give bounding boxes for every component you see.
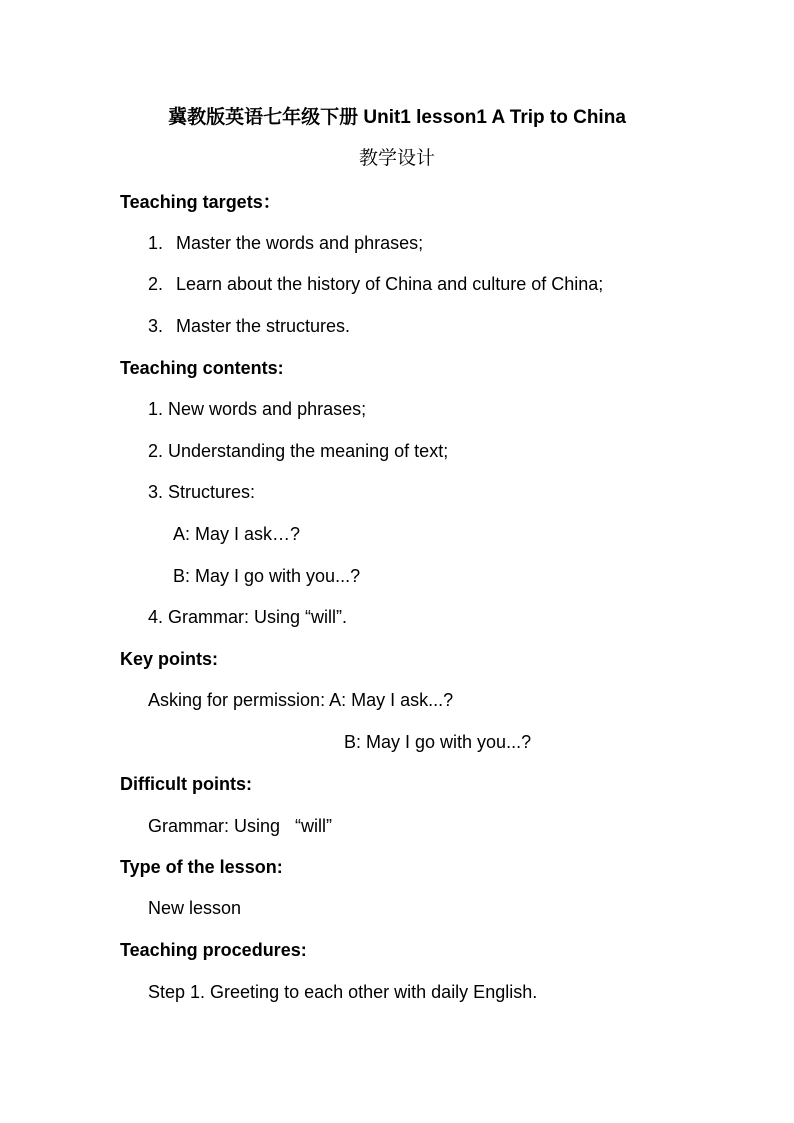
structure-example-a: A: May I ask…? [173, 524, 301, 544]
target-item-2 [148, 273, 603, 295]
key-points-line-2: B: May I go with you...? [344, 732, 532, 752]
target-item-text: Master the structures. [176, 316, 351, 336]
content-item-3: 3. Structures: [148, 482, 256, 502]
document-title: 冀教版英语七年级下册 Unit1 lesson1 A Trip to China [168, 107, 626, 128]
target-item-number: 1. [148, 233, 164, 253]
content-item-1: 1. New words and phrases; [148, 399, 367, 419]
content-item-2: 2. Understanding the meaning of text; [148, 441, 449, 461]
target-item-text: Master the words and phrases; [176, 233, 424, 253]
procedure-step-1: Step 1. Greeting to each other with daily English. [148, 982, 538, 1002]
teaching-targets-heading: Teaching targets： [120, 192, 281, 212]
structure-example-b: B: May I go with you...? [173, 566, 361, 586]
key-points-heading: Key points: [120, 649, 219, 669]
target-item-number: 3. [148, 316, 164, 336]
key-points-line-1: Asking for permission: A: May I ask...? [148, 690, 454, 710]
target-item-3 [148, 315, 350, 337]
difficult-points-text: Grammar: Using “will” [148, 816, 333, 836]
teaching-contents-heading: Teaching contents: [120, 358, 284, 378]
difficult-points-heading: Difficult points: [120, 774, 252, 794]
document-subtitle: 教学设计 [358, 148, 435, 169]
lesson-type-text: New lesson [148, 898, 242, 918]
lesson-type-heading: Type of the lesson: [120, 857, 283, 877]
teaching-procedures-heading: Teaching procedures: [120, 940, 307, 960]
content-item-4: 4. Grammar: Using “will”. [148, 607, 348, 627]
target-item-number: 2. [148, 274, 164, 294]
target-item-text: Learn about the history of China and culture of China; [176, 274, 604, 294]
target-item-1 [148, 232, 423, 254]
